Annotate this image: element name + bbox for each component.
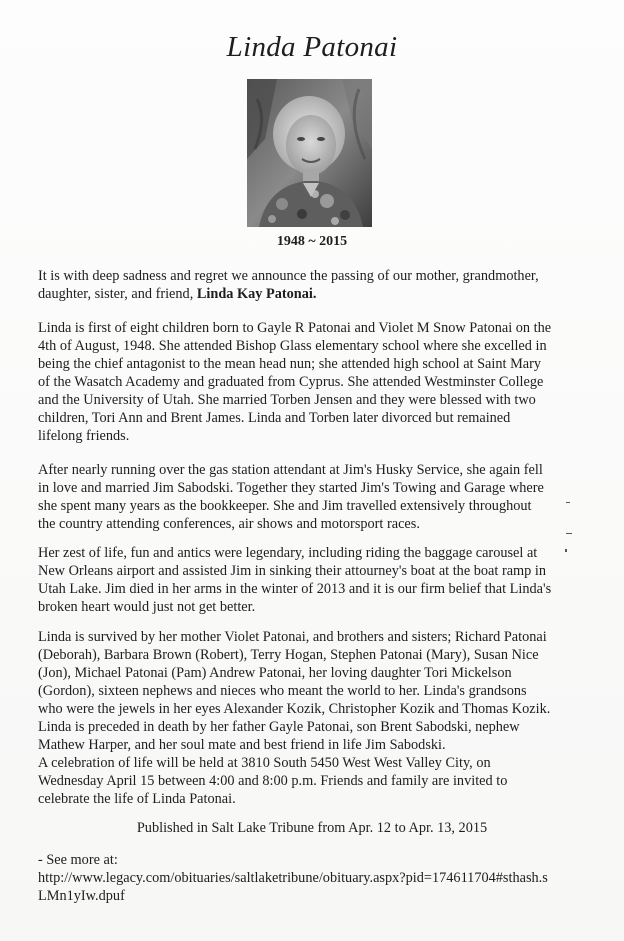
text-line: 4th of August, 1948. She attended Bishop Glass elementary school where she excelled in — [38, 338, 547, 354]
deceased-full-name: Linda Kay Patonai — [196, 286, 313, 302]
source-link[interactable] — [38, 869, 598, 905]
paragraph-marriage — [38, 461, 594, 533]
text-line: children, Tori Ann and Brent James. Linda and Torben later divorced but remained — [38, 410, 511, 426]
source-link-line[interactable]: LMn1yIw.dpuf — [38, 888, 125, 904]
text-line: celebrate the life of Linda Patonai. — [38, 791, 236, 807]
text-line: who were the jewels in her eyes Alexander Kozik, Christopher Kozik and Thomas Kozik. — [38, 701, 551, 717]
paragraph-announcement — [38, 267, 594, 303]
paragraph-survivors — [38, 628, 594, 808]
scan-speck — [565, 549, 567, 552]
text-line: (Deborah), Barbara Brown (Robert), Terry Hogan, Stephen Patonai (Mary), Susan Nice — [38, 647, 539, 663]
paragraph-zest-of-life — [38, 544, 594, 616]
text-line: being the chief antagonist to the mean head nun; she attended high school at Saint Mary — [38, 356, 542, 372]
text-line: lifelong friends. — [38, 428, 130, 444]
text-line: Utah Lake. Jim died in her arms in the winter of 2013 and it is our firm belief that Linda's — [38, 581, 552, 597]
text-line — [38, 285, 594, 303]
text-line: Wednesday April 15 between 4:00 and 8:00 p.m. Friends and family are invited to — [38, 773, 508, 789]
portrait-image — [247, 79, 372, 227]
source-link-line[interactable]: http://www.legacy.com/obituaries/saltlaketribune/obituary.aspx?pid=174611704#sthash.s — [38, 870, 548, 886]
scan-speck — [566, 502, 570, 503]
text-line: Linda is preceded in death by her father Gayle Patonai, son Brent Sabodski, nephew — [38, 719, 520, 735]
name-period: . — [312, 286, 317, 302]
text-line: It is with deep sadness and regret we announce the passing of our mother, grandmother, — [38, 268, 539, 284]
page-title: Linda Patonai — [226, 31, 398, 63]
publication-note: Published in Salt Lake Tribune from Apr. 12 to Apr. 13, 2015 — [136, 820, 488, 836]
text-segment: daughter, sister, and friend, — [38, 286, 197, 302]
text-line: and the University of Utah. She married Torben Jensen and they were blessed with two — [38, 392, 536, 408]
text-line: in love and married Jim Sabodski. Together they started Jim's Towing and Garage where — [38, 480, 544, 496]
text-line: Linda is first of eight children born to Gayle R Patonai and Violet M Snow Patonai on the — [38, 320, 552, 336]
text-line: A celebration of life will be held at 3810 South 5450 West West Valley City, on — [38, 755, 491, 771]
portrait-photo — [247, 79, 372, 227]
text-line: (Gordon), sixteen nephews and nieces who meant the world to her. Linda's grandsons — [38, 683, 527, 699]
text-line: (Jon), Michael Patonai (Pam) Andrew Patonai, her loving daughter Tori Mickelson — [38, 665, 512, 681]
text-line: New Orleans airport and assisted Jim in sinking their attourney's boat at the boat ramp in — [38, 563, 547, 579]
text-line: Linda is survived by her mother Violet Patonai, and brothers and sisters; Richard Patonai — [38, 629, 547, 645]
text-line: of the Wasatch Academy and graduated from Cyprus. She attended Westminster College — [38, 374, 544, 390]
text-line: Her zest of life, fun and antics were legendary, including riding the baggage carousel at — [38, 545, 538, 561]
life-years: 1948 ~ 2015 — [276, 234, 348, 249]
text-line: the country attending conferences, air shows and motorsport races. — [38, 516, 420, 532]
scan-speck — [566, 533, 572, 534]
text-line: After nearly running over the gas station attendant at Jim's Husky Service, she again fell — [38, 462, 543, 478]
text-line: broken heart would just not get better. — [38, 599, 256, 615]
text-line: she spent many years as the bookkeeper. She and Jim travelled extensively throughout — [38, 498, 532, 514]
paragraph-early-life — [38, 319, 594, 445]
text-line: Mathew Harper, and her soul mate and best friend in life Jim Sabodski. — [38, 737, 446, 753]
see-more-label: - See more at: — [38, 852, 118, 868]
